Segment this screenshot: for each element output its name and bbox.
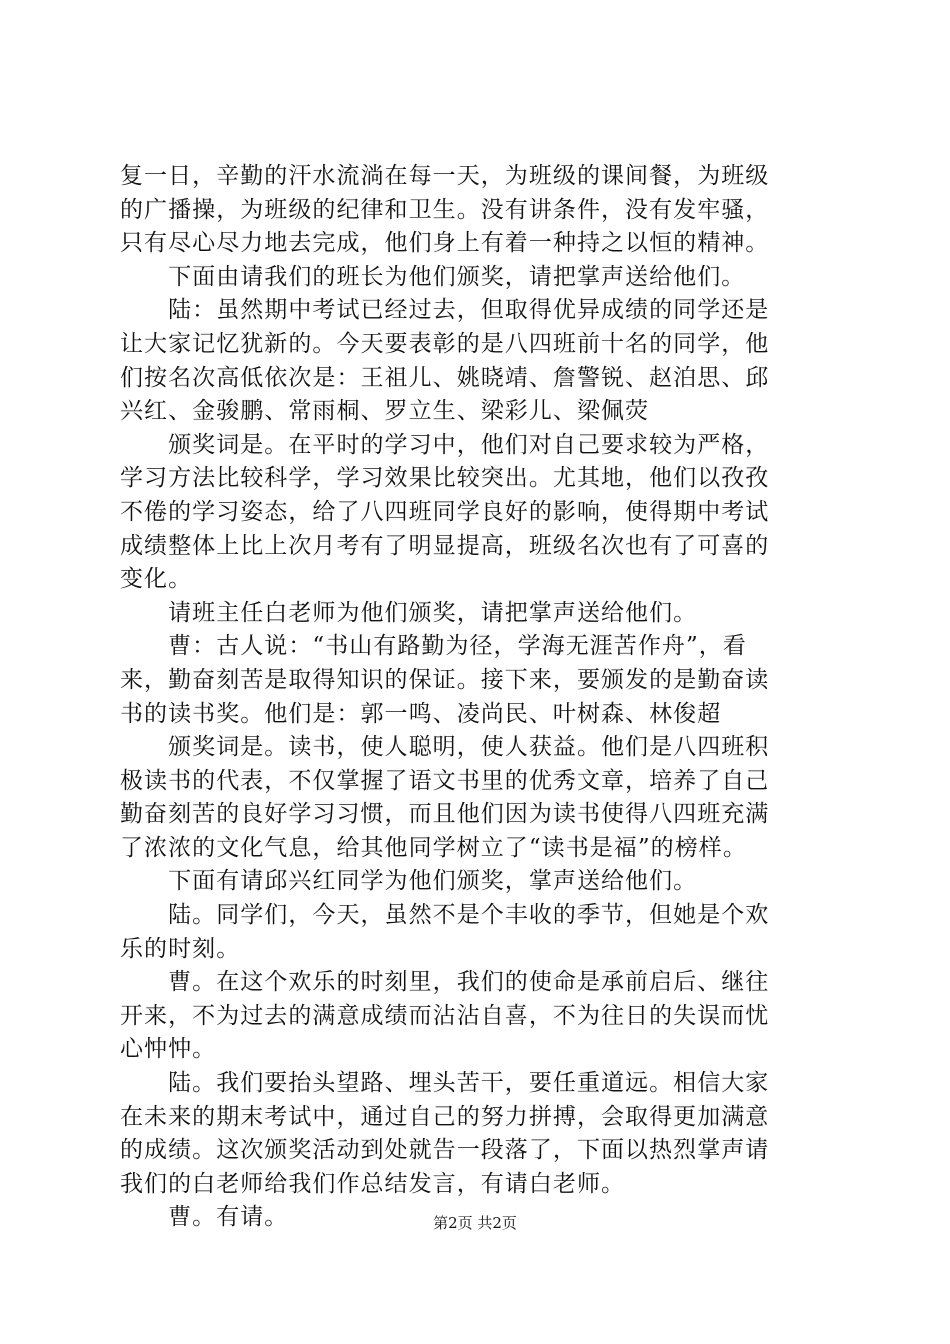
text-line: 下面有请邱兴红同学为他们颁奖，掌声送给他们。 [120, 868, 698, 895]
text-line: 的成绩。这次颁奖活动到处就告一段落了，下面以热烈掌声请 [120, 1137, 770, 1164]
text-line: 只有尽心尽力地去完成，他们身上有着一种持之以恒的精神。 [120, 230, 770, 257]
text-line: 的广播操，为班级的纪律和卫生。没有讲条件，没有发牢骚， [120, 196, 770, 223]
text-line: 极读书的代表，不仅掌握了语文书里的优秀文章，培养了自己 [120, 767, 770, 794]
text-line: 变化。 [120, 566, 193, 593]
text-line: 了浓浓的文化气息，给其他同学树立了“读书是福”的榜样。 [120, 834, 747, 861]
text-line: 成绩整体上比上次月考有了明显提高，班级名次也有了可喜的 [120, 532, 770, 559]
text-line: 我们的白老师给我们作总结发言，有请白老师。 [120, 1170, 626, 1197]
text-line: 们按名次高低依次是：王祖儿、姚晓靖、詹警锐、赵泊思、邱 [120, 364, 770, 391]
text-line: 陆：虽然期中考试已经过去，但取得优异成绩的同学还是 [120, 297, 770, 324]
text-line: 在未来的期末考试中，通过自己的努力拼搏，会取得更加满意 [120, 1103, 770, 1130]
text-line: 请班主任白老师为他们颁奖，请把掌声送给他们。 [120, 599, 698, 626]
text-line: 陆。我们要抬头望路、埋头苦干，要任重道远。相信大家 [120, 1070, 770, 1097]
text-line: 曹。有请。 [120, 1204, 289, 1231]
text-line: 曹：古人说：“书山有路勤为径，学海无涯苦作舟”，看 [120, 633, 747, 660]
text-line: 陆。同学们，今天，虽然不是个丰收的季节，但她是个欢 [120, 902, 770, 929]
text-line: 不倦的学习姿态，给了八四班同学良好的影响，使得期中考试 [120, 498, 770, 525]
page-footer: 第2页 共2页 [433, 1214, 517, 1232]
text-line: 颁奖词是。在平时的学习中，他们对自己要求较为严格， [120, 431, 770, 458]
text-line: 心忡忡。 [120, 1036, 217, 1063]
text-line: 下面由请我们的班长为他们颁奖，请把掌声送给他们。 [120, 263, 746, 290]
text-line: 学习方法比较科学，学习效果比较突出。尤其地，他们以孜孜 [120, 465, 770, 492]
text-line: 颁奖词是。读书，使人聪明，使人获益。他们是八四班积 [120, 734, 770, 761]
text-line: 来，勤奋刻苦是取得知识的保证。接下来，要颁发的是勤奋读 [120, 666, 770, 693]
text-line: 乐的时刻。 [120, 935, 241, 962]
text-line: 曹。在这个欢乐的时刻里，我们的使命是承前启后、继往 [120, 969, 770, 996]
text-line: 勤奋刻苦的良好学习习惯，而且他们因为读书使得八四班充满 [120, 801, 770, 828]
text-line: 开来，不为过去的满意成绩而沾沾自喜，不为往日的失误而忧 [120, 1002, 770, 1029]
text-line: 复一日，辛勤的汗水流淌在每一天，为班级的课间餐，为班级 [120, 163, 770, 189]
text-line: 让大家记忆犹新的。今天要表彰的是八四班前十名的同学，他 [120, 330, 770, 357]
text-line: 兴红、金骏鹏、常雨桐、罗立生、梁彩儿、梁佩荧 [120, 398, 650, 425]
text-line: 书的读书奖。他们是：郭一鸣、凌尚民、叶树森、林俊超 [120, 700, 722, 727]
document-body [120, 160, 836, 1235]
